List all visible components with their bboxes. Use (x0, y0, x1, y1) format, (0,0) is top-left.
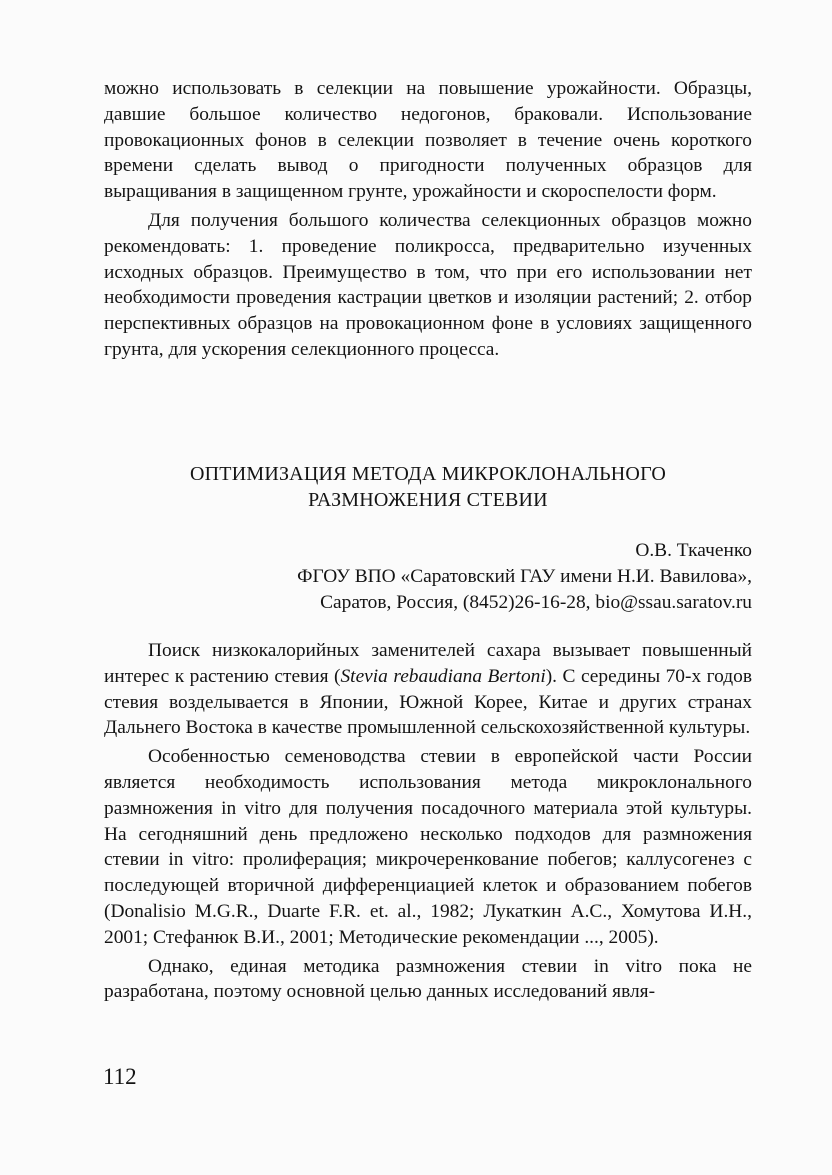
paragraph-methods-overview: Особенностью семеноводства стевии в европейской части России является необходимость использования метода микроклонального размножения in vitro для получения посадочного материала этой культуры. На сегодняшний день предложено несколько подходов для размножения стевии in vitro: пролиферация; микрочеренкование побегов; каллусогенез с последующей вторичной дифференциацией клеток и образованием побегов (Donalisio M.G.R., Duarte F.R. et. al., 1982; Лукаткин А.С., Хомутова И.Н., 2001; Стефанюк В.И., 2001; Методические рекомендации ..., 2005). (104, 746, 752, 948)
paragraph-recommendations: Для получения большого количества селекционных образцов можно рекомендовать: 1. проведение поликросса, предварительно изученных исходных образцов. Преимущество в том, что при его использовании нет необходимости проведения кастрации цветков и изоляции растений; 2. отбор перспективных образцов на провокационном фоне в условиях защищенного грунта, для ускорения селекционного процесса. (104, 209, 752, 360)
intro-text-end: ). С середины 70-х годов стевия возделывается в Японии, Южной Корее, Китае и других странах Дальнего Востока в качестве промышленной сельскохозяйственной культуры. (104, 665, 752, 739)
paragraph-continuation: можно использовать в селекции на повышение урожайности. Образцы, давшие большое количество недогонов, браковали. Использование провокационных фонов в селекции позволяет в течение очень короткого времени сделать вывод о пригодности полученных образцов для выращивания в защищенном грунте, урожайности и скороспелости форм. (104, 78, 752, 203)
intro-text-start: Поиск низкокалорийных заменителей сахара вызывает повышенный интерес к растению стевия ( (104, 640, 752, 687)
page-number: 112 (103, 1064, 137, 1089)
author-address: Саратов, Россия, (8452)26-16-28, bio@ssau.saratov.ru (320, 592, 752, 613)
species-name: Stevia rebaudiana Bertoni (340, 665, 546, 687)
previous-article-text (104, 76, 752, 363)
article-body (104, 638, 752, 1005)
author-block (104, 538, 752, 616)
paragraph-aim: Однако, единая методика размножения стевии in vitro пока не разработана, поэтому основной целью данных исследований явля- (104, 955, 752, 1003)
author-name: О.В. Ткаченко (635, 540, 752, 561)
article-title-line-2: РАЗМНОЖЕНИЯ СТЕВИИ (308, 489, 548, 511)
author-affiliation: ФГОУ ВПО «Саратовский ГАУ имени Н.И. Вавилова», (297, 566, 752, 587)
article-title (104, 461, 752, 513)
paragraph-intro (104, 638, 752, 741)
article-title-line-1: ОПТИМИЗАЦИЯ МЕТОДА МИКРОКЛОНАЛЬНОГО (189, 463, 666, 485)
